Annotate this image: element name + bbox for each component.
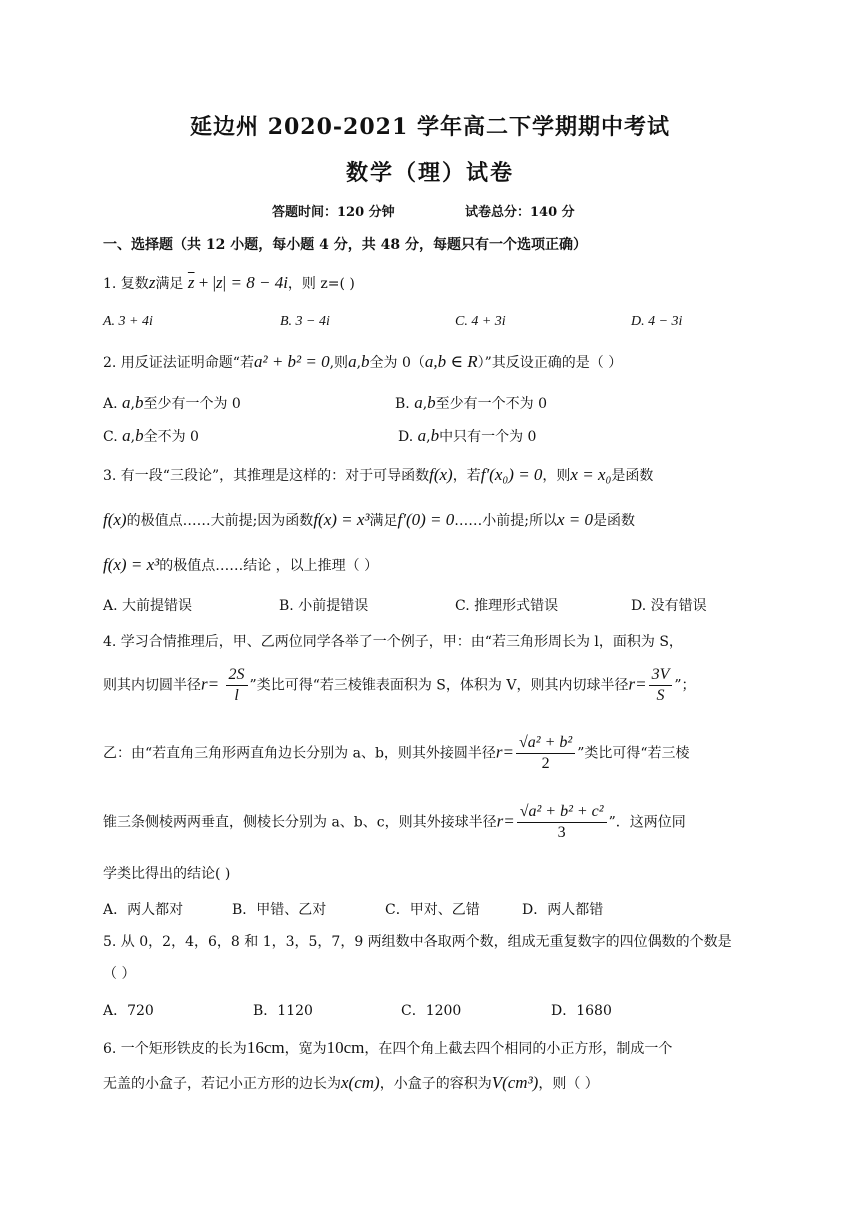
q2-option-c [103, 426, 199, 446]
q2-b-label: B. [395, 396, 410, 412]
q3-l2d: 满足 [369, 513, 398, 529]
question-4-line4 [103, 802, 686, 843]
q1-option-a: A. 3 + 4i [103, 314, 153, 329]
answer-time: 答题时间：120 分钟 [272, 205, 395, 220]
q3-l2c: f(x) = x³ [313, 510, 370, 529]
q1-suffix: ，则 z=( ) [287, 276, 355, 292]
question-5-line2: （ ） [103, 966, 136, 982]
section-heading: 一、选择题（共 12 小题，每小题 4 分，共 48 分，每题只有一个选项正确） [103, 237, 587, 253]
q4-option-a: A．两人都对 [103, 902, 184, 918]
q3-cond: f′(x₀) = 0 [480, 465, 543, 484]
q3-l1c: ，则 [542, 468, 571, 484]
q2-c-text: 全不为 0 [143, 429, 199, 445]
q3-l2e: f′(0) = 0 [397, 510, 455, 529]
question-2 [103, 352, 622, 373]
question-4-line3 [103, 733, 690, 774]
q4-l4a: 锥三条侧棱两两垂直，侧棱长分别为 a、b、c，则其外接球半径 [103, 814, 497, 831]
q4-option-c: C．甲对、乙错 [385, 902, 480, 918]
q2-b-b: b [427, 393, 436, 412]
q2-formula: a² + b² = 0 [253, 352, 330, 371]
question-3-line2 [103, 510, 635, 531]
q1-zabs: z [216, 273, 223, 292]
q1-z: z [148, 273, 156, 292]
q2-c-label: C. [103, 429, 118, 445]
q6-l2b: ，小盒子的容积为 [379, 1076, 492, 1092]
q2-text1: 2. 用反证法证明命题“若 [103, 355, 254, 371]
exam-subtitle: 数学（理）试卷 [345, 160, 514, 186]
q2-b-text: 至少有一个不为 0 [435, 396, 548, 412]
q4-r4: r= [496, 811, 515, 831]
q2-d-a: a [417, 426, 427, 445]
q4-l2b: ”类比可得“若三棱锥表面积为 S，体积为 V，则其内切球半径 [249, 677, 629, 694]
q1-option-d: D. 4 − 3i [631, 314, 683, 329]
q3-l2g: x = 0 [557, 510, 594, 529]
q4-l3a: 乙：由“若直角三角形两直角边长分别为 a、b，则其外接圆半径 [103, 745, 496, 762]
q2-option-d [398, 426, 536, 446]
q4-f4-num: √a² + b² + c² [517, 802, 607, 823]
q4-f3-num: √a² + b² [516, 733, 575, 754]
q2-d-label: D. [398, 429, 414, 445]
q2-d-text: 中只有一个为 0 [439, 429, 537, 445]
q4-l4b: ”．这两位同 [608, 814, 686, 831]
q5-option-b: B．1120 [253, 1003, 313, 1019]
q3-option-b: B. 小前提错误 [279, 598, 369, 614]
total-score: 试卷总分：140 分 [465, 205, 575, 220]
question-5-line1: 5. 从 0，2，4，6，8 和 1，3，5，7，9 两组数中各取两个数，组成无重复数字的四位偶数的个数是 [103, 934, 732, 950]
q4-fraction-4 [517, 802, 607, 843]
q4-f4-den: 3 [557, 824, 566, 841]
q2-b-sep: , [422, 396, 428, 412]
q4-r2: r= [628, 674, 647, 694]
q1-option-c: C. 4 + 3i [455, 314, 506, 329]
question-4-line5: 学类比得出的结论( ) [103, 866, 231, 882]
q5-option-c: C．1200 [401, 1003, 462, 1019]
q2-d-b: b [430, 426, 440, 445]
q4-f1-den: l [234, 687, 239, 704]
q3-l3a: f(x) = x³ [103, 555, 160, 574]
q4-option-b: B．甲错、乙对 [232, 902, 327, 918]
q1-mid: 满足 [155, 276, 184, 292]
q4-r1: r= [201, 674, 220, 694]
q2-option-a [103, 393, 241, 413]
question-4-line1: 4. 学习合情推理后，甲、乙两位同学各举了一个例子，甲：由“若三角形周长为 l，面积为 S， [103, 634, 683, 650]
q4-fraction-3 [516, 733, 575, 774]
q3-l1b: ，若 [452, 468, 481, 484]
question-6-line1 [103, 1038, 672, 1059]
q4-f2-den: S [656, 687, 665, 704]
question-3-line3 [103, 555, 378, 576]
question-6-line2 [103, 1073, 599, 1094]
q2-a-text: 至少有一个为 0 [143, 396, 241, 412]
q2-comma: , [356, 355, 362, 371]
q6-l1b: ，宽为 [284, 1041, 327, 1057]
q3-l2b: 的极值点……大前提;因为函数 [126, 513, 314, 529]
q3-l1a: 3. 有一段“三段论”，其推理是这样的：对于可导函数 [103, 468, 430, 484]
q2-c-a: a [122, 426, 131, 445]
q3-l1d: 是函数 [611, 468, 654, 484]
q6-l1a: 6. 一个矩形铁皮的长为 [103, 1041, 247, 1057]
q3-fx: f(x) [429, 465, 453, 484]
q3-l2h: 是函数 [593, 513, 636, 529]
q6-l2c: ，则（ ） [538, 1076, 599, 1092]
q6-width: 10cm [326, 1038, 365, 1057]
q3-l2f: ……小前提;所以 [454, 513, 557, 529]
q2-var-b: b [361, 352, 370, 371]
q3-xeq: x = x₀ [570, 465, 612, 484]
q2-c-b: b [135, 426, 144, 445]
q4-fraction-1 [226, 665, 248, 706]
q6-l1c: ，在四个角上截去四个相同的小正方形，制成一个 [364, 1041, 673, 1057]
q4-l2a: 则其内切圆半径 [103, 677, 201, 694]
q2-d-sep: , [426, 429, 431, 445]
q2-a-label: A. [103, 396, 118, 412]
q2-a-a: a [122, 393, 131, 412]
q2-option-b [395, 393, 547, 413]
q3-l3b: 的极值点……结论 ，以上推理（ ） [159, 558, 379, 574]
q6-v-cm: V(cm³) [491, 1073, 539, 1092]
question-3-line1 [103, 465, 653, 486]
q2-a-sep: , [130, 396, 135, 412]
q6-length: 16cm [246, 1038, 285, 1057]
q5-option-d: D．1680 [551, 1003, 612, 1019]
q4-fraction-2 [649, 665, 673, 706]
q3-option-a: A. 大前提错误 [103, 598, 193, 614]
q4-f1-num: 2S [226, 665, 248, 686]
q2-var-a: a [348, 352, 357, 371]
question-1: 1. 复数z满足 $\overline{z} + |z| = 8 - 4i$，则 z=( ) [103, 273, 355, 292]
q2-text3: 全为 0（ [369, 355, 425, 371]
q4-f2-num: 3V [649, 665, 673, 686]
q1-eq: = 8 − 4i [230, 273, 288, 292]
q4-l2c: ”； [674, 677, 696, 694]
q3-option-d: D. 没有错误 [631, 598, 707, 614]
q6-l2a: 无盖的小盒子，若记小正方形的边长为 [103, 1076, 341, 1092]
q2-a-b: b [134, 393, 144, 412]
q2-condition: a,b ∈ R [424, 352, 478, 371]
q3-option-c: C. 推理形式错误 [455, 598, 559, 614]
q2-c-sep: , [130, 429, 136, 445]
q6-x-cm: x(cm) [341, 1073, 380, 1092]
q1-zbar: $\overline{z}$ [187, 273, 195, 292]
question-4-line2 [103, 665, 696, 706]
q4-l3b: ”类比可得“若三棱 [577, 745, 690, 762]
q1-option-b: B. 3 − 4i [280, 314, 330, 329]
q2-b-a: a [414, 393, 423, 412]
q5-option-a: A．720 [103, 1003, 154, 1019]
q2-text2: ,则 [329, 355, 349, 371]
q4-f3-den: 2 [541, 755, 550, 772]
q3-l2a: f(x) [103, 510, 127, 529]
q4-option-d: D．两人都错 [522, 902, 604, 918]
q2-text4: ）”其反设正确的是（ ） [477, 355, 623, 371]
q1-prefix: 1. 复数 [103, 276, 149, 292]
q4-r3: r= [495, 742, 515, 762]
exam-title: 延边州 2020-2021 学年高二下学期期中考试 [190, 114, 670, 140]
